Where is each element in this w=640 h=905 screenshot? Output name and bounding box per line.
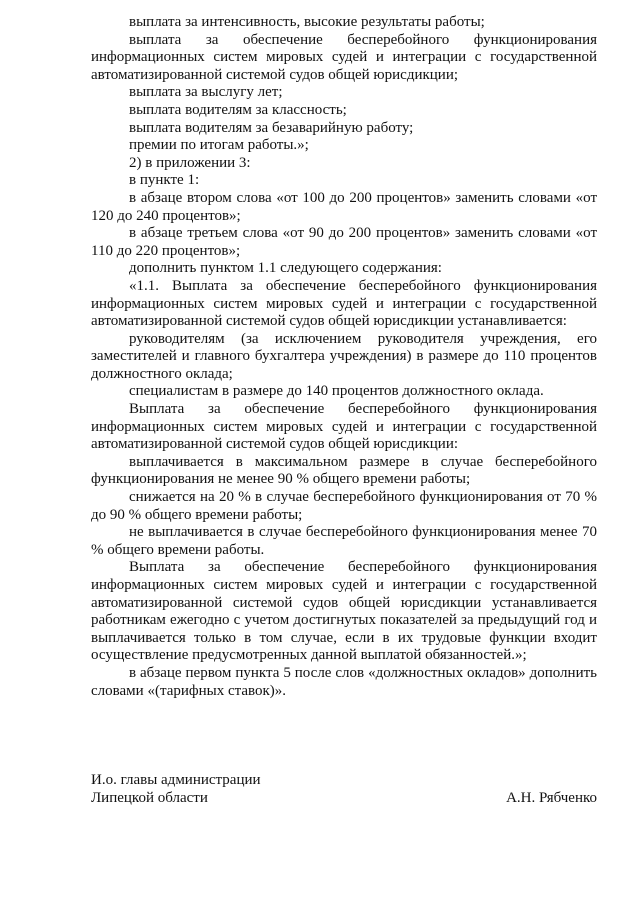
paragraph: Выплата за обеспечение бесперебойного функционирования информационных систем мировых судей и интеграции с государственной автоматизированной системой судов общей юрисдикции:	[91, 401, 597, 453]
paragraph: выплата водителям за безаварийную работу;	[129, 119, 414, 136]
paragraph: выплата за интенсивность, высокие результаты работы;	[129, 14, 485, 30]
paragraph: выплата водителям за классность;	[129, 101, 347, 118]
paragraph: «1.1. Выплата за обеспечение бесперебойного функционирования информационных систем мировых судей и интеграции с государственной автоматизированной системой судов общей юрисдикции устанавливается:	[91, 277, 597, 330]
signature-block	[91, 772, 597, 807]
paragraph: в абзаце первом пункта 5 после слов «должностных окладов» дополнить словами «(тарифных ставок)».	[91, 664, 597, 699]
signatory-position-line2: Липецкой области	[91, 789, 208, 806]
paragraph: руководителям (за исключением руководителя учреждения, его заместителей и главного бухгалтера учреждения) в размере до 110 процентов должностного оклада;	[91, 330, 597, 382]
paragraph: в абзаце втором слова «от 100 до 200 процентов» заменить словами «от 120 до 240 процентов»;	[91, 189, 597, 224]
paragraph: Выплата за обеспечение бесперебойного функционирования информационных систем мировых судей и интеграции с государственной автоматизированной системой судов общей юрисдикции устанавливается работникам ежегодно с учетом достигнутых показателей за предыдущий год и выплачивается только в том случае, если в их трудовые функции входит осуществление предусмотренных данной выплатой обязанностей.»;	[91, 559, 597, 664]
paragraph: не выплачивается в случае бесперебойного функционирования менее 70 % общего времени работы.	[91, 524, 597, 558]
paragraph: выплата за выслугу лет;	[129, 84, 283, 101]
signature-row	[91, 790, 597, 808]
paragraph: дополнить пунктом 1.1 следующего содержания:	[129, 260, 442, 277]
paragraph: в абзаце третьем слова «от 90 до 200 процентов» заменить словами «от 110 до 220 процентов»;	[91, 225, 597, 259]
signatory-position-line1: И.о. главы администрации	[91, 772, 261, 788]
paragraph: выплачивается в максимальном размере в случае бесперебойного функционирования не менее 90 % общего времени работы;	[91, 453, 597, 488]
paragraph: специалистам в размере до 140 процентов должностного оклада.	[129, 383, 544, 400]
signatory-name: А.Н. Рябченко	[506, 789, 597, 806]
paragraph: премии по итогам работы.»;	[129, 137, 309, 154]
paragraph: снижается на 20 % в случае бесперебойного функционирования от 70 % до 90 % общего времени работы;	[91, 489, 597, 523]
paragraph: выплата за обеспечение бесперебойного функционирования информационных систем мировых судей и интеграции с государственной автоматизированной системой судов общей юрисдикции;	[91, 31, 597, 83]
document-body	[91, 14, 597, 700]
paragraph: в пункте 1:	[129, 172, 200, 189]
paragraph: 2) в приложении 3:	[129, 154, 251, 171]
